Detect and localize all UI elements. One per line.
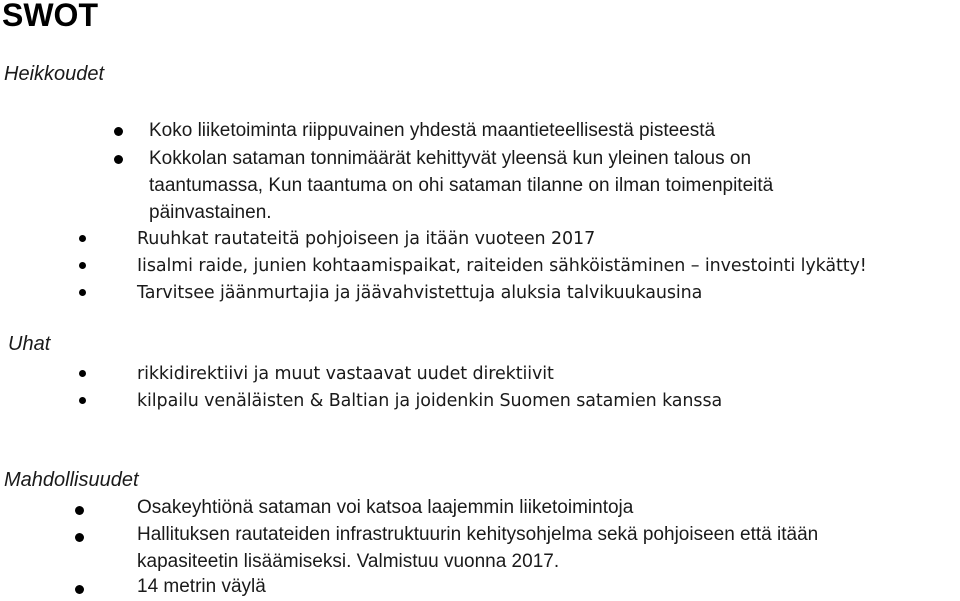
page-title: SWOT	[2, 0, 98, 33]
heading-weaknesses: Heikkoudet	[4, 63, 105, 85]
heading-opportunities: Mahdollisuudet	[4, 469, 139, 491]
list-item-text: Kokkolan sataman tonnimäärät kehittyvät yleensä kun yleinen talous on	[149, 148, 752, 169]
bullet-icon	[79, 262, 86, 269]
list-item-text: Tarvitsee jäänmurtajia ja jäävahvistettuja aluksia talvikuukausina	[137, 283, 703, 303]
bullet-icon	[114, 155, 123, 164]
list-item-text: Osakeyhtiönä sataman voi katsoa laajemmin liiketoimintoja	[137, 497, 634, 518]
bullet-icon	[75, 585, 84, 594]
bullet-icon	[79, 289, 86, 296]
list-item-text: 14 metrin väylä	[137, 576, 266, 597]
bullet-icon	[79, 235, 86, 242]
list-item-text: Ruuhkat rautateitä pohjoiseen ja itään vuoteen 2017	[137, 229, 596, 249]
list-item-text: Koko liiketoiminta riippuvainen yhdestä maantieteellisestä pisteestä	[149, 120, 716, 141]
bullet-icon	[75, 533, 84, 542]
bullet-icon	[114, 127, 123, 136]
list-item-text: Hallituksen rautateiden infrastruktuurin kehitysohjelma sekä pohjoiseen että itään	[137, 524, 819, 545]
list-item-text: kapasiteetin lisäämiseksi. Valmistuu vuonna 2017.	[137, 551, 560, 572]
bullet-icon	[79, 370, 86, 377]
list-item-text: taantumassa, Kun taantuma on ohi sataman tilanne on ilman toimenpiteitä	[149, 175, 774, 196]
list-item-text: rikkidirektiivi ja muut vastaavat uudet direktiivit	[137, 364, 554, 384]
list-item-text: päinvastainen.	[149, 202, 272, 223]
list-item-text: Iisalmi raide, junien kohtaamispaikat, raiteiden sähköistäminen – investointi lykätty!	[137, 256, 867, 276]
bullet-icon	[79, 397, 86, 404]
list-item-text: kilpailu venäläisten & Baltian ja joidenkin Suomen satamien kanssa	[137, 391, 723, 411]
bullet-icon	[75, 506, 84, 515]
heading-threats: Uhat	[8, 333, 51, 355]
